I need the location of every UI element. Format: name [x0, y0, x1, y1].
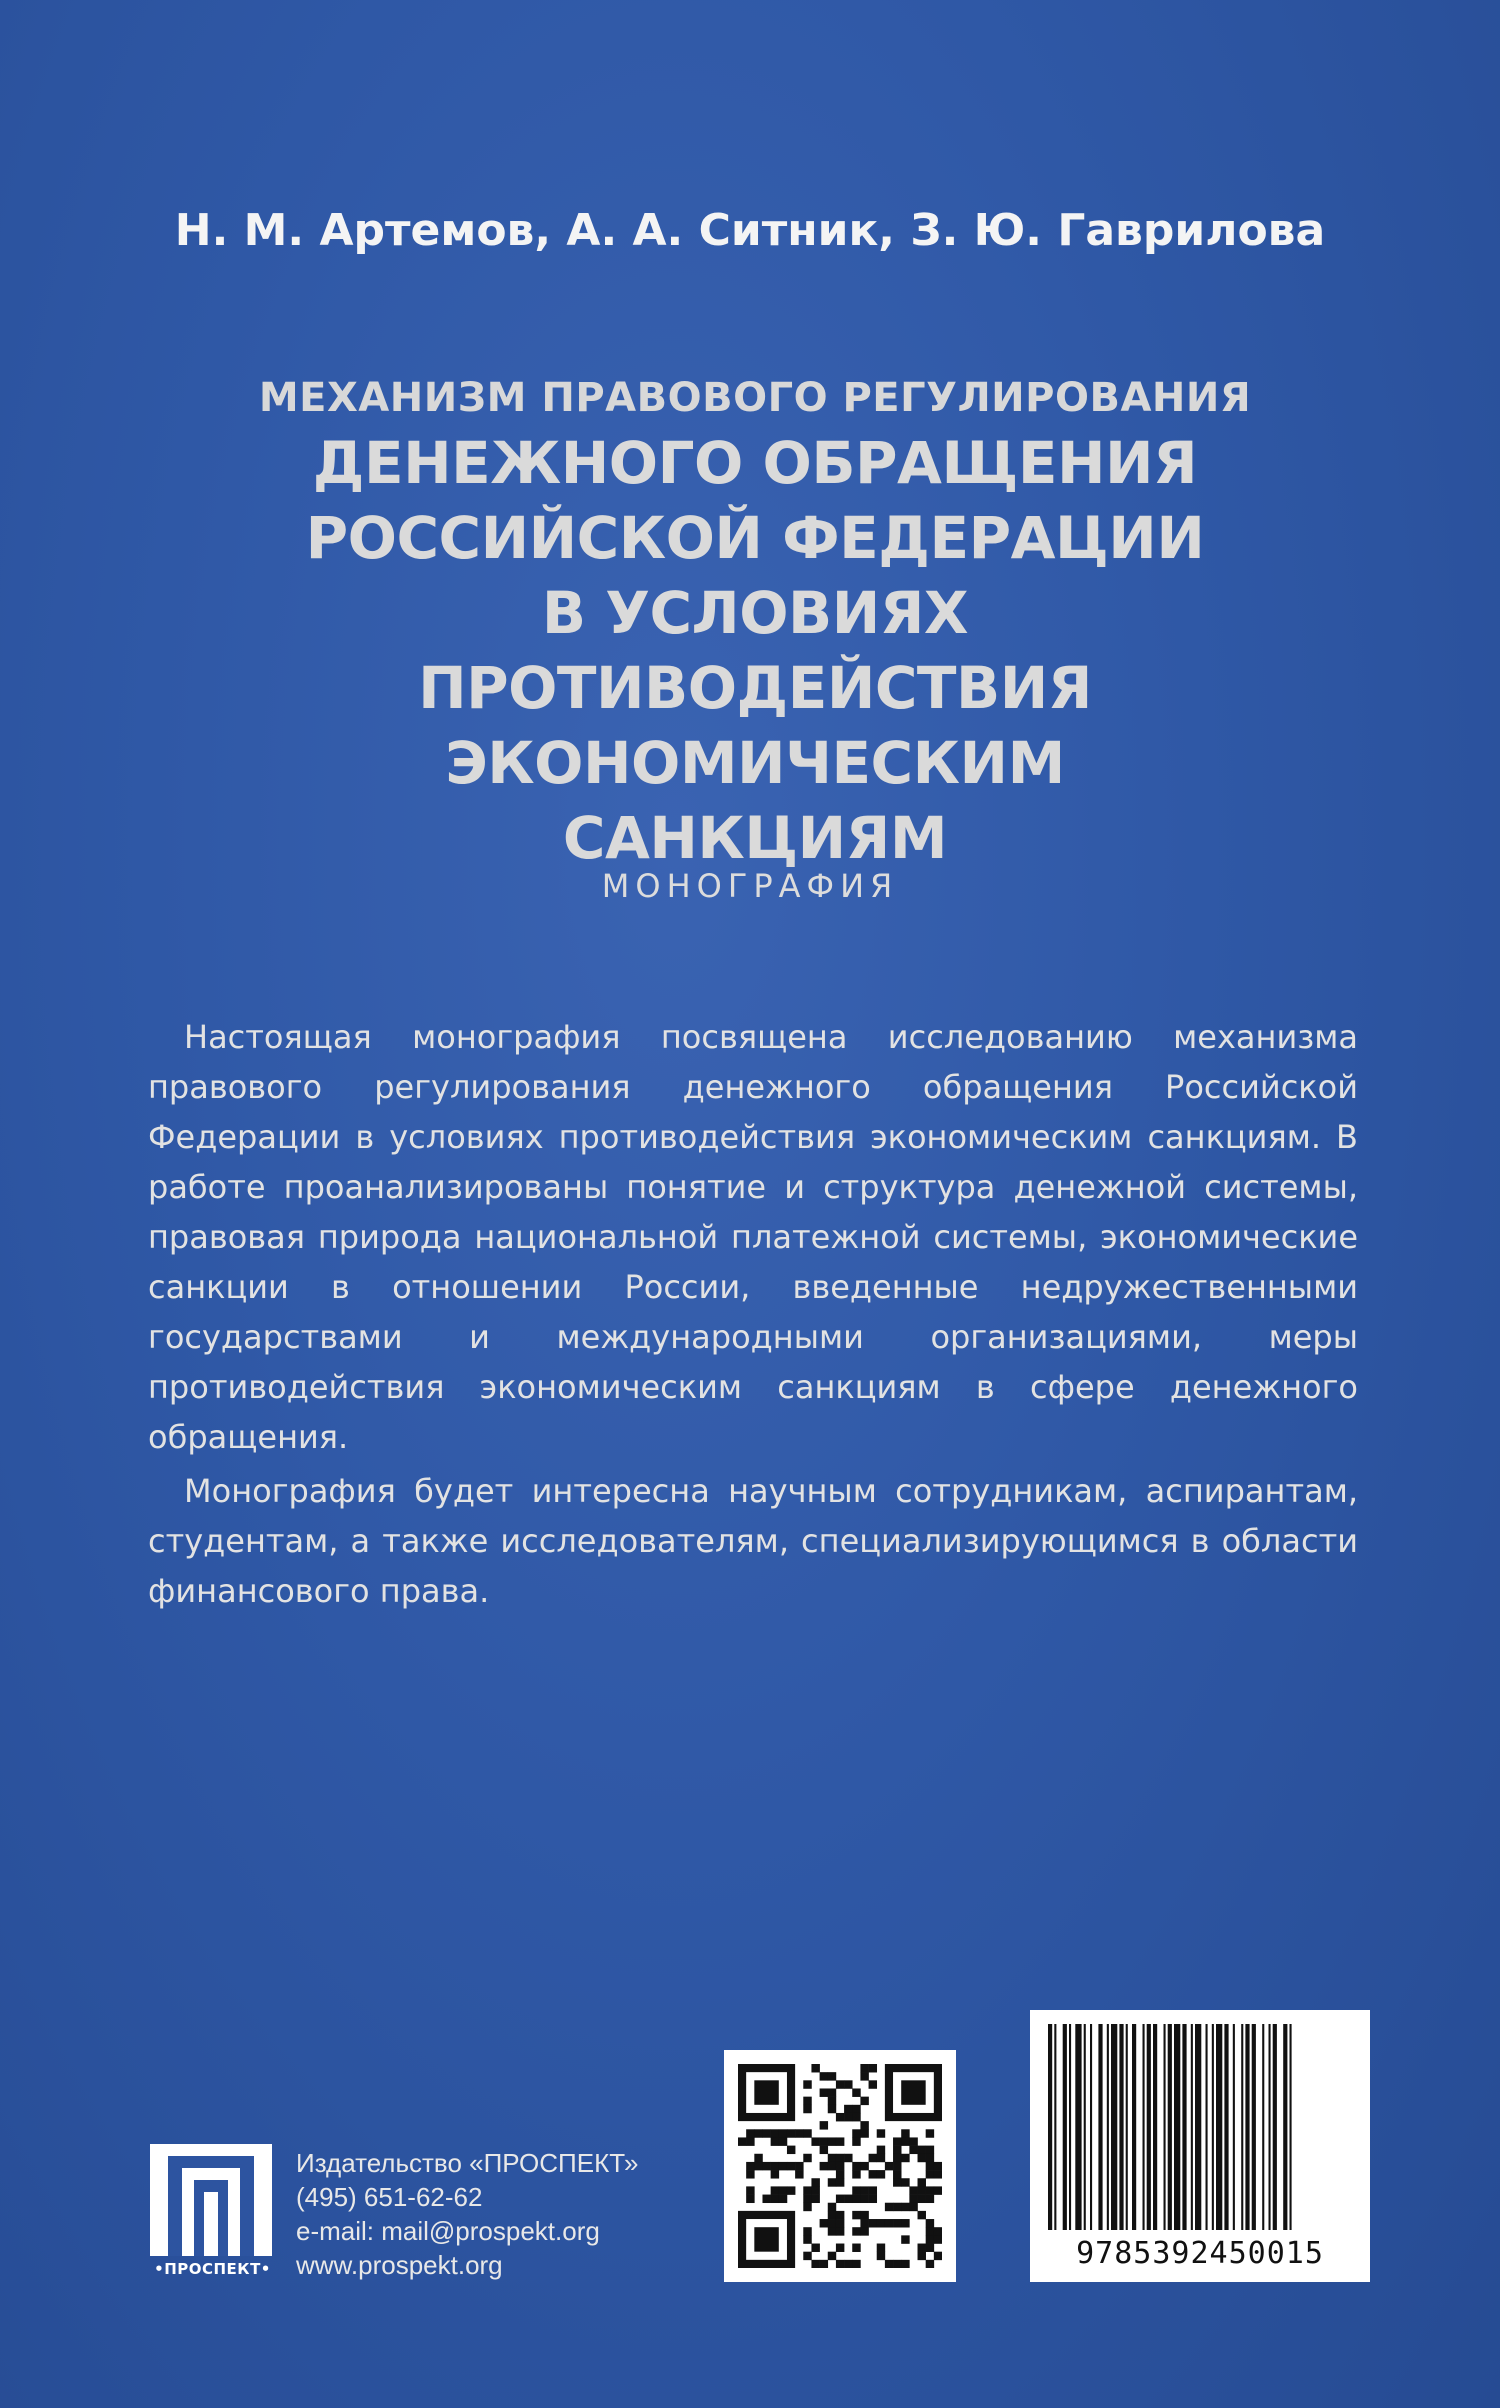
publisher-info: [296, 2146, 716, 2282]
title-line-3: РОССИЙСКОЙ ФЕДЕРАЦИИ: [305, 504, 1205, 572]
annotation: [148, 1012, 1358, 1620]
publisher-logo-label: •ПРОСПЕКТ•: [154, 2260, 271, 2278]
annotation-paragraph-2: Монография будет интересна научным сотрудникам, аспирантам, студентам, а также исследователям, специализирующимся в области финансового права.: [148, 1472, 1358, 1610]
title-line-2: ДЕНЕЖНОГО ОБРАЩЕНИЯ: [312, 429, 1198, 497]
publisher-email: e-mail: mail@prospekt.org: [296, 2216, 600, 2246]
genre-label: МОНОГРАФИЯ: [601, 867, 899, 905]
publisher-name: Издательство «ПРОСПЕКТ»: [296, 2148, 639, 2178]
title-line-1: МЕХАНИЗМ ПРАВОВОГО РЕГУЛИРОВАНИЯ: [258, 375, 1252, 421]
publisher-phone: (495) 651-62-62: [296, 2182, 483, 2212]
publisher-website: www.prospekt.org: [296, 2250, 503, 2280]
title-line-5: ЭКОНОМИЧЕСКИМ САНКЦИЯМ: [445, 729, 1065, 872]
book-title: [255, 370, 1255, 876]
title-line-4: В УСЛОВИЯХ ПРОТИВОДЕЙСТВИЯ: [418, 579, 1092, 722]
annotation-paragraph-1: Настоящая монография посвящена исследованию механизма правового регулирования денежного обращения Российской Федерации в условиях противодействия экономическим санкциям. В работе проанализированы понятие и структура денежной системы, правовая природа национальной платежной системы, экономические санкции в отношении России, введенные недружественными государствами и международными организациями, меры противодействия экономическим санкциям в сфере денежного обращения.: [148, 1018, 1358, 1456]
isbn-barcode: [1030, 2010, 1370, 2282]
publisher-logo-icon: [142, 2140, 280, 2280]
isbn-number: 9785392450015: [1076, 2236, 1324, 2271]
authors: Н. М. Артемов, А. А. Ситник, З. Ю. Гаврилова: [174, 205, 1326, 256]
qr-code-icon: [724, 2050, 956, 2282]
